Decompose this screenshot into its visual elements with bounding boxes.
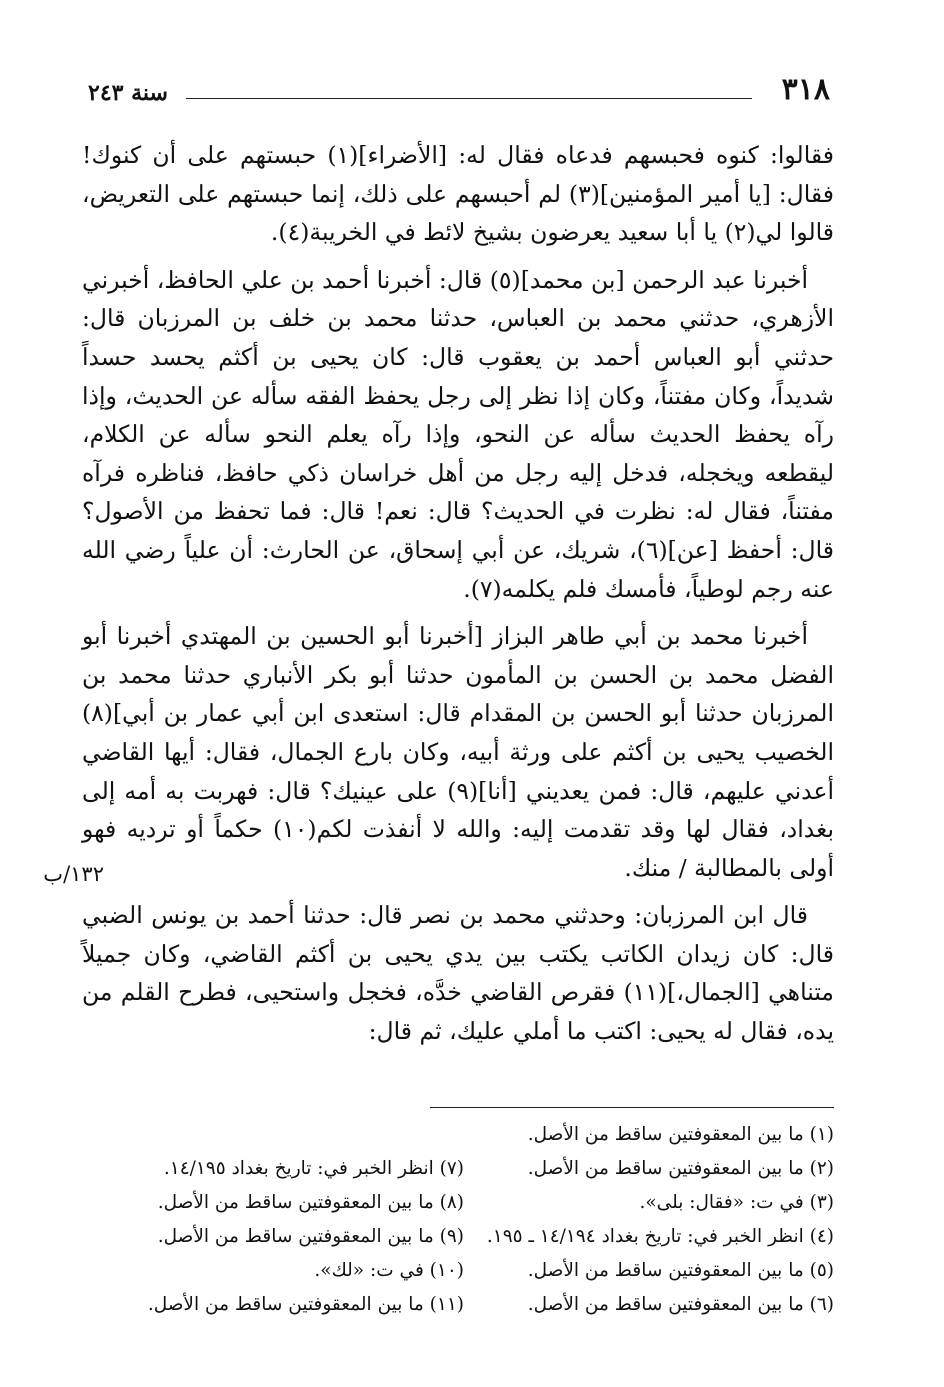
header-rule [186, 98, 752, 99]
paragraph: أخبرنا محمد بن أبي طاهر البزاز [أخبرنا أبو الحسين بن المهتدي أخبرنا أبو الفضل محمد بن الحسن بن المأمون حدثنا أبو بكر الأنباري حدثنا محمد بن المرزبان حدثنا أبو الحسن بن المقدام قال: استعدى ابن أبي عمار بن أبي](٨) الخصيب يحيى بن أكثم على ورثة أبيه، وكان بارع الجمال، فقال: أيها القاضي أعدني عليهم، قال: فمن يعديني [أنا](٩) على عينيك؟ قال: فهربت به أمه إلى بغداد، فقال لها وقد تقدمت إليه: والله لا أنفذت لكم(١٠) حكماً أو ترديه فهو أولى بالمطالبة / منك. [82, 622, 834, 882]
footnote: (٧) انظر الخبر في: تاريخ بغداد ١٤/١٩٥. [163, 1158, 464, 1179]
footnote: (٦) ما بين المعقوفتين ساقط من الأصل. [527, 1294, 834, 1315]
footnote: (٣) في ت: «فقال: بلى». [639, 1192, 834, 1213]
paragraph: فقالوا: كنوه فحبسهم فدعاه فقال له: [الأضراء](١) حبستهم على أن كنوك! فقال: [يا أمير المؤمنين](٣) لم أحبسهم على ذلك، إنما حبستهم على التعريض، قالوا لي(٢) يا أبا سعيد يعرضون بشيخ لائط في الخريبة(٤). [82, 141, 834, 247]
running-head: سنة ٢٤٣ [88, 80, 168, 106]
footnote: (١) ما بين المعقوفتين ساقط من الأصل. [527, 1124, 834, 1145]
main-text [82, 136, 834, 1060]
footnote-rule [430, 1107, 834, 1108]
footnote: (١١) ما بين المعقوفتين ساقط من الأصل. [147, 1294, 464, 1315]
footnotes [94, 1118, 834, 1328]
manuscript-folio-note: ١٣٢/ب [43, 862, 104, 886]
footnote: (٢) ما بين المعقوفتين ساقط من الأصل. [527, 1158, 834, 1179]
page-number: ٣١٨ [781, 72, 830, 107]
footnotes-right-column [464, 1118, 834, 1322]
paragraph: قال ابن المرزبان: وحدثني محمد بن نصر قال: حدثنا أحمد بن يونس الضبي قال: كان زيدان الكاتب يكتب بين يدي يحيى بن أكثم القاضي، وكان جميلاً متناهي [الجمال،](١١) فقرص القاضي خدَّه، فخجل واستحيى، فطرح القلم من يده، فقال له يحيى: اكتب ما أملي عليك، ثم قال: [82, 901, 835, 1046]
footnote: (٨) ما بين المعقوفتين ساقط من الأصل. [157, 1192, 464, 1213]
paragraph: أخبرنا عبد الرحمن [بن محمد](٥) قال: أخبرنا أحمد بن علي الحافظ، أخبرني الأزهري، حدثني محمد بن العباس، حدثنا محمد بن خلف بن المرزبان قال: حدثني أبو العباس أحمد بن يعقوب قال: كان يحيى بن أكثم يحسد حسداً شديداً، وكان مفتناً، وكان إذا نظر إلى رجل يحفظ الفقه سأله عن الحديث، وإذا رآه يحفظ الحديث سأله عن النحو، وإذا رآه يعلم النحو سأله عن الكلام، ليقطعه ويخجله، فدخل إليه رجل من أهل خراسان ذكي حافظ، فناظره فرآه مفتناً، فقال له: نظرت في الحديث؟ قال: نعم! قال: فما تحفظ من الأصول؟ قال: أحفظ [عن](٦)، شريك، عن أبي إسحاق، عن الحارث: أن علياً رضي الله عنه رجم لوطياً، فأمسك فلم يكلمه(٧). [82, 265, 834, 603]
footnote: (٥) ما بين المعقوفتين ساقط من الأصل. [527, 1260, 834, 1281]
page-header [88, 72, 830, 112]
footnotes-left-column [94, 1152, 464, 1322]
footnote: (٤) انظر الخبر في: تاريخ بغداد ١٤/١٩٤ ـ ١٩٥. [486, 1226, 834, 1247]
footnote: (١٠) في ت: «لك». [314, 1260, 464, 1281]
footnote: (٩) ما بين المعقوفتين ساقط من الأصل. [157, 1226, 464, 1247]
